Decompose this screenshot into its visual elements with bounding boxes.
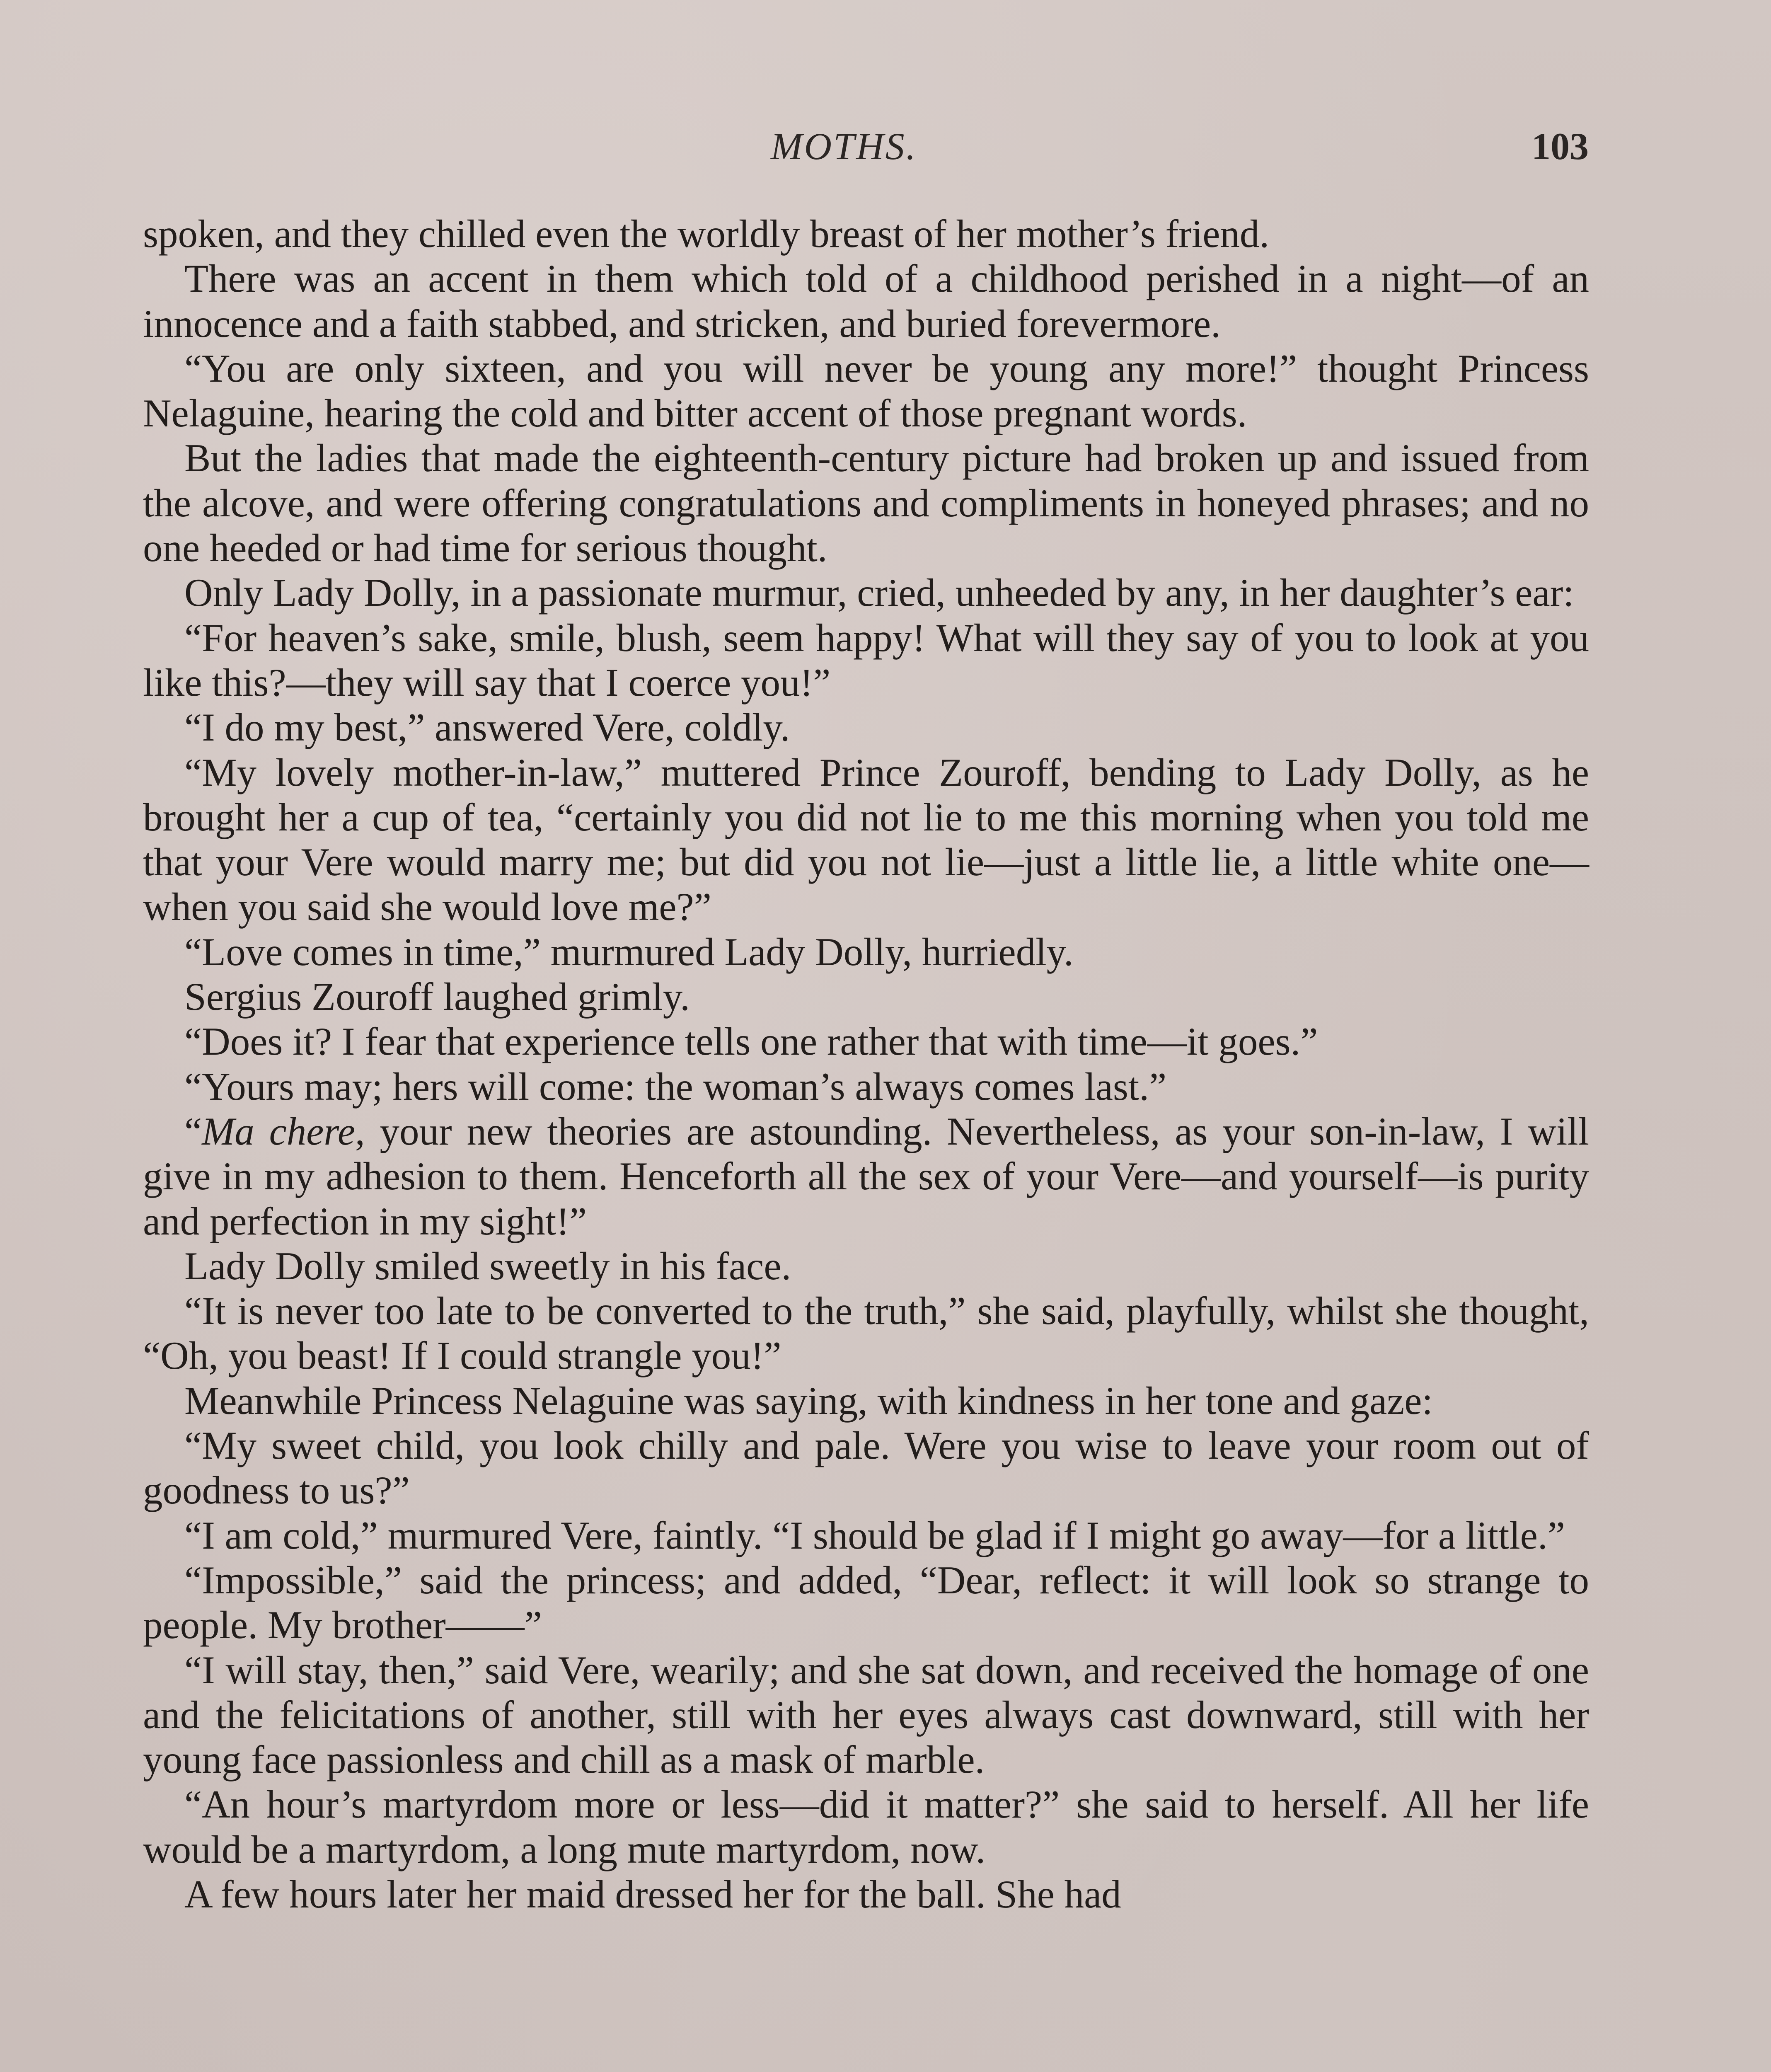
page-number: 103 bbox=[1531, 125, 1589, 167]
paragraph: “Yours may; hers will come: the woman’s always comes last.” bbox=[184, 1064, 1167, 1109]
paragraph: “I am cold,” murmured Vere, faintly. “I should be glad if I might go away—for a little.” bbox=[184, 1513, 1565, 1557]
paragraph: “Love comes in time,” murmured Lady Dolly, hurriedly. bbox=[184, 929, 1074, 974]
paragraph: “My lovely mother-in-law,” muttered Prince Zouroff, bending to Lady Dolly, as he brought her a cup of tea, “certainly you did not lie to me this morning when you told me that your Vere would marry me; but did you not lie—just a little lie, a little white one—when you said she would love me?” bbox=[143, 750, 1589, 929]
paragraph: “An hour’s martyrdom more or less—did it matter?” she said to herself. All her life would be a martyrdom, a long mute martyrdom, now. bbox=[143, 1782, 1589, 1871]
paragraph: “You are only sixteen, and you will never be young any more!” thought Princess Nelaguine, hearing the cold and bitter accent of those pregnant words. bbox=[143, 346, 1589, 436]
paragraph: “My sweet child, you look chilly and pale. Were you wise to leave your room out of goodness to us?” bbox=[143, 1423, 1589, 1513]
running-title: MOTHS. bbox=[771, 125, 917, 167]
paragraph: “Ma chere, your new theories are astounding. Nevertheless, as your son-in-law, I will give in my adhesion to them. Henceforth all the sex of your Vere—and yourself—is purity and perfection in my sight!” bbox=[143, 1109, 1590, 1243]
paragraph: “It is never too late to be converted to the truth,” she said, playfully, whilst she thought, “Oh, you beast! If I could strangle you!” bbox=[143, 1289, 1589, 1378]
paragraph-text: , your new theories are astounding. Nevertheless, as your son-in-law, I will give in my adhesion to them. Henceforth all the sex of your Vere—and yourself—is purity and perfection in my sight!” bbox=[143, 1109, 1590, 1243]
page-header bbox=[0, 124, 1771, 178]
body-text bbox=[143, 211, 1589, 1917]
paragraph: Lady Dolly smiled sweetly in his face. bbox=[184, 1244, 791, 1288]
paragraph: “Does it? I fear that experience tells one rather that with time—it goes.” bbox=[184, 1019, 1318, 1064]
paragraph: “For heaven’s sake, smile, blush, seem happy! What will they say of you to look at you like this?—they will say that I coerce you!” bbox=[143, 615, 1589, 704]
paragraph: A few hours later her maid dressed her for the ball. She had bbox=[184, 1872, 1121, 1916]
paragraph: Meanwhile Princess Nelaguine was saying, with kindness in her tone and gaze: bbox=[184, 1378, 1433, 1423]
paragraph: There was an accent in them which told of a childhood perished in a night—of an innocence and a faith stabbed, and stricken, and buried forevermore. bbox=[143, 257, 1589, 346]
paragraph: “I do my best,” answered Vere, coldly. bbox=[184, 705, 790, 750]
paragraph: “I will stay, then,” said Vere, wearily; and she sat down, and received the homage of one and the felicitations of another, still with her eyes always cast downward, still with her young face passionless and chill as a mask of marble. bbox=[143, 1648, 1589, 1782]
paragraph: Only Lady Dolly, in a passionate murmur, cried, unheeded by any, in her daughter’s ear: bbox=[184, 571, 1574, 615]
paragraph: spoken, and they chilled even the worldly breast of her mother’s friend. bbox=[143, 212, 1270, 256]
paragraph: “Impossible,” said the princess; and added, “Dear, reflect: it will look so strange to people. My brother——” bbox=[143, 1558, 1589, 1647]
italic-phrase: Ma chere bbox=[202, 1109, 356, 1153]
paragraph: But the ladies that made the eighteenth-century picture had broken up and issued from the alcove, and were offering congratulations and compliments in honeyed phrases; and no one heeded or had time for serious thought. bbox=[143, 436, 1589, 570]
paragraph: Sergius Zouroff laughed grimly. bbox=[184, 975, 690, 1019]
